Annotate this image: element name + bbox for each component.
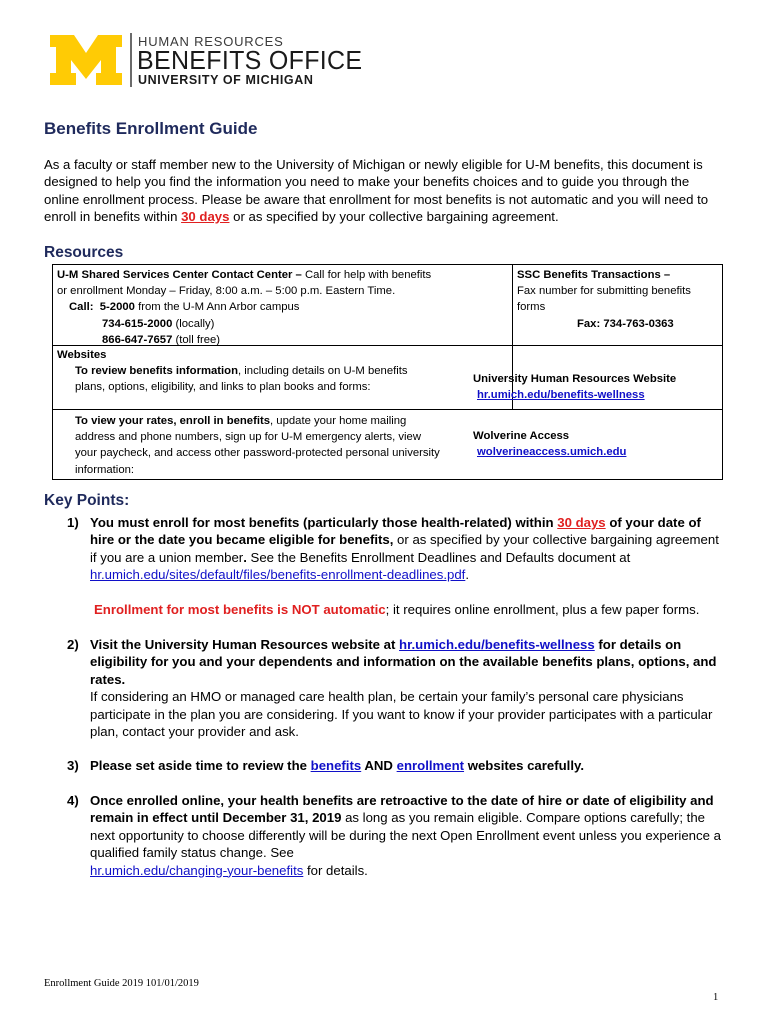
- kp2-bold-1: Visit the University Human Resources website at: [90, 637, 400, 653]
- footer-text: Enrollment Guide 2019 101/01/2019: [44, 978, 199, 989]
- tollfree-phone: 866-647-7657: [102, 333, 173, 346]
- key-point-2: [44, 636, 724, 740]
- page-title: Benefits Enrollment Guide: [44, 119, 258, 138]
- key-points-heading: Key Points:: [44, 492, 130, 509]
- contact-center-cell: [57, 267, 507, 348]
- key-point-4: [44, 792, 724, 879]
- view-rates-text-4: information:: [75, 463, 135, 476]
- kp1-text: or as specified by your collective bargaining agreement if you are a union member: [90, 532, 719, 565]
- intro-text-after: or as specified by your collective bargaining agreement.: [229, 209, 559, 225]
- page-number: 1: [713, 992, 719, 1003]
- key-point-number: 3): [67, 758, 79, 774]
- tollfree-phone-desc: (toll free): [172, 333, 221, 346]
- kp1-text-2: See the Benefits Enrollment Deadlines and Defaults document at: [246, 549, 631, 565]
- logo-line-university: UNIVERSITY OF MICHIGAN: [138, 73, 314, 87]
- kp1-bold-2: of your date of hire or the date you became eligible for benefits,: [90, 515, 701, 548]
- key-point-1: [44, 514, 724, 618]
- kp3-bold-3: websites carefully.: [464, 758, 585, 774]
- key-point-number: 1): [67, 515, 79, 530]
- local-phone: 734-615-2000: [102, 317, 173, 330]
- wolverine-access-cell: [473, 428, 718, 460]
- logo-line-human-resources: HUMAN RESOURCES: [138, 34, 284, 49]
- review-benefits-text-2: plans, options, eligibility, and links to plan books and forms:: [75, 381, 371, 394]
- uhr-website-cell: [473, 371, 718, 403]
- wolverine-access-title: Wolverine Access: [473, 430, 570, 442]
- kp1-note-text: ; it requires online enrollment, plus a few paper forms.: [385, 601, 700, 617]
- ssc-fax: Fax: 734-763-0363: [577, 317, 674, 330]
- key-point-number: 2): [67, 637, 79, 653]
- benefits-link[interactable]: benefits: [310, 758, 362, 774]
- local-phone-desc: (locally): [172, 317, 215, 330]
- contact-center-hours: or enrollment Monday – Friday, 8:00 a.m. – 5:00 p.m. Eastern Time.: [57, 285, 396, 298]
- uhr-website-link[interactable]: hr.umich.edu/benefits-wellness: [477, 389, 645, 402]
- resources-heading: Resources: [44, 244, 124, 261]
- kp1-bold-1: You must enroll for most benefits (particularly those health-related) within: [90, 515, 558, 530]
- view-rates-bold: To view your rates, enroll in benefits: [75, 415, 271, 427]
- ssc-desc: Fax number for submitting benefits forms: [517, 285, 691, 314]
- resources-table: [52, 264, 723, 480]
- campus-phone: 5-2000: [99, 301, 135, 314]
- review-benefits-text: , including details on U-M benefits: [238, 365, 408, 378]
- kp1-30-days: 30 days: [557, 515, 606, 530]
- kp4-end: for details.: [303, 862, 368, 878]
- ssc-cell: [517, 267, 717, 332]
- contact-center-desc: Call for help with benefits: [301, 269, 432, 281]
- university-block-m-logo: [50, 35, 122, 85]
- websites-review-cell: [57, 347, 507, 396]
- deadlines-pdf-link[interactable]: hr.umich.edu/sites/default/files/benefits-enrollment-deadlines.pdf: [90, 567, 466, 583]
- intro-30-days: 30 days: [181, 209, 230, 225]
- kp2-text: If considering an HMO or managed care health plan, be certain your family’s personal care physicians participate in the plan you are considering. If you want to know if your provider participates with a particular plan, contact your provider and ask.: [90, 689, 713, 740]
- key-point-3: [44, 757, 724, 774]
- websites-rates-cell: [75, 413, 495, 478]
- logo-line-benefits-office: BENEFITS OFFICE: [137, 46, 363, 76]
- kp4-text: as long as you remain eligible. Compare options carefully; the next opportunity to choose differently will be during the next Open Enrollment event unless you experience a qualified family status change. See: [90, 810, 721, 861]
- logo-divider: [130, 33, 132, 87]
- intro-text-before: As a faculty or staff member new to the University of Michigan or newly eligible for U-M benefits, this document is designed to help you find the information you need to make your benefits choices and to guide you through the online enrollment process. Please be aware that enrollment for most benefits is not automatic and you will need to enroll in benefits within: [44, 157, 709, 225]
- kp3-bold-2: AND: [361, 758, 397, 774]
- key-point-number: 4): [67, 792, 79, 808]
- kp4-bold-1: Once enrolled online, your health benefits are retroactive to the date of hire or date of eligibility and remain in effect until December 31, 2019: [90, 792, 714, 826]
- campus-phone-desc: from the U-M Ann Arbor campus: [134, 301, 300, 314]
- websites-label: Websites: [57, 349, 107, 361]
- review-benefits-bold: To review benefits information: [75, 365, 238, 378]
- table-row-divider: [53, 409, 722, 410]
- uhr-title: University Human Resources Website: [473, 373, 677, 385]
- intro-paragraph: [44, 156, 724, 226]
- view-rates-text-2: address and phone numbers, sign up for U-M emergency alerts, view: [75, 431, 421, 444]
- ssc-title: SSC Benefits Transactions –: [517, 269, 671, 281]
- kp1-not-automatic: Enrollment for most benefits is NOT automatic: [94, 601, 386, 617]
- view-rates-text-3: your paycheck, and access other password-protected personal university: [75, 447, 440, 460]
- benefits-wellness-link[interactable]: hr.umich.edu/benefits-wellness: [399, 637, 595, 653]
- contact-center-name: U-M Shared Services Center Contact Center –: [57, 269, 302, 281]
- wolverine-access-link[interactable]: wolverineaccess.umich.edu: [477, 446, 627, 459]
- kp1-bold-dot: .: [243, 549, 247, 565]
- call-label: Call:: [69, 301, 94, 314]
- changing-benefits-link[interactable]: hr.umich.edu/changing-your-benefits: [90, 862, 304, 878]
- view-rates-text: , update your home mailing: [270, 415, 407, 427]
- kp1-end: .: [465, 567, 469, 583]
- key-points-list: [44, 514, 724, 879]
- enrollment-link[interactable]: enrollment: [396, 758, 465, 774]
- kp2-bold-2: for details on eligibility for you and your dependents and information on the available benefits plans, options, and rates.: [90, 637, 717, 687]
- kp3-bold-1: Please set aside time to review the: [90, 758, 311, 774]
